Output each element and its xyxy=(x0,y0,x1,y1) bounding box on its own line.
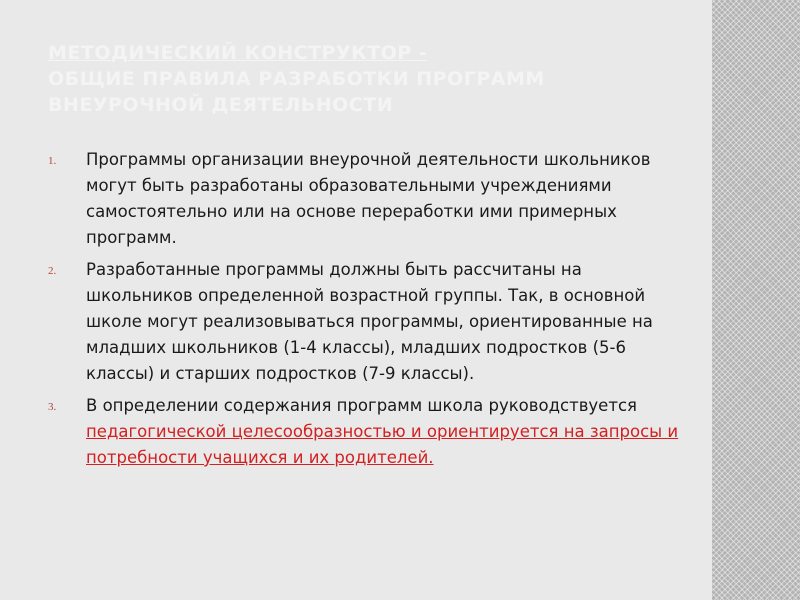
highlighted-link-text[interactable]: педагогической целесообразностью и ориентируется на запросы и потребности учащихся и их родителей. xyxy=(86,422,679,467)
decorative-side-panel xyxy=(712,0,800,600)
list-item-number: 2. xyxy=(48,265,57,277)
list-item xyxy=(48,393,680,471)
slide-title xyxy=(48,40,668,118)
list-item xyxy=(48,147,680,251)
slide-title-line-3: ВНЕУРОЧНОЙ ДЕЯТЕЛЬНОСТИ xyxy=(48,94,394,116)
list-item-number: 1. xyxy=(48,155,57,167)
list-item-text: Разработанные программы должны быть рассчитаны на школьников определенной возрастной группы. Так, в основной школе могут реализовываться программы, ориентированные на младших школьников (1-4 классы), младших подростков (5-6 классы) и старших подростков (7-9 классы). xyxy=(86,260,653,383)
list-item-number: 3. xyxy=(48,401,57,413)
slide-title-line-2: ОБЩИЕ ПРАВИЛА РАЗРАБОТКИ ПРОГРАММ xyxy=(48,68,545,90)
list-item-text: Программы организации внеурочной деятельности школьников могут быть разработаны образовательными учреждениями самостоятельно или на основе переработки ими примерных программ. xyxy=(86,150,651,247)
rules-list xyxy=(48,147,680,477)
list-item-text: В определении содержания программ школа руководствуется xyxy=(86,396,637,415)
list-item xyxy=(48,257,680,387)
slide-title-line-1: МЕТОДИЧЕСКИЙ КОНСТРУКТОР - xyxy=(48,42,428,64)
